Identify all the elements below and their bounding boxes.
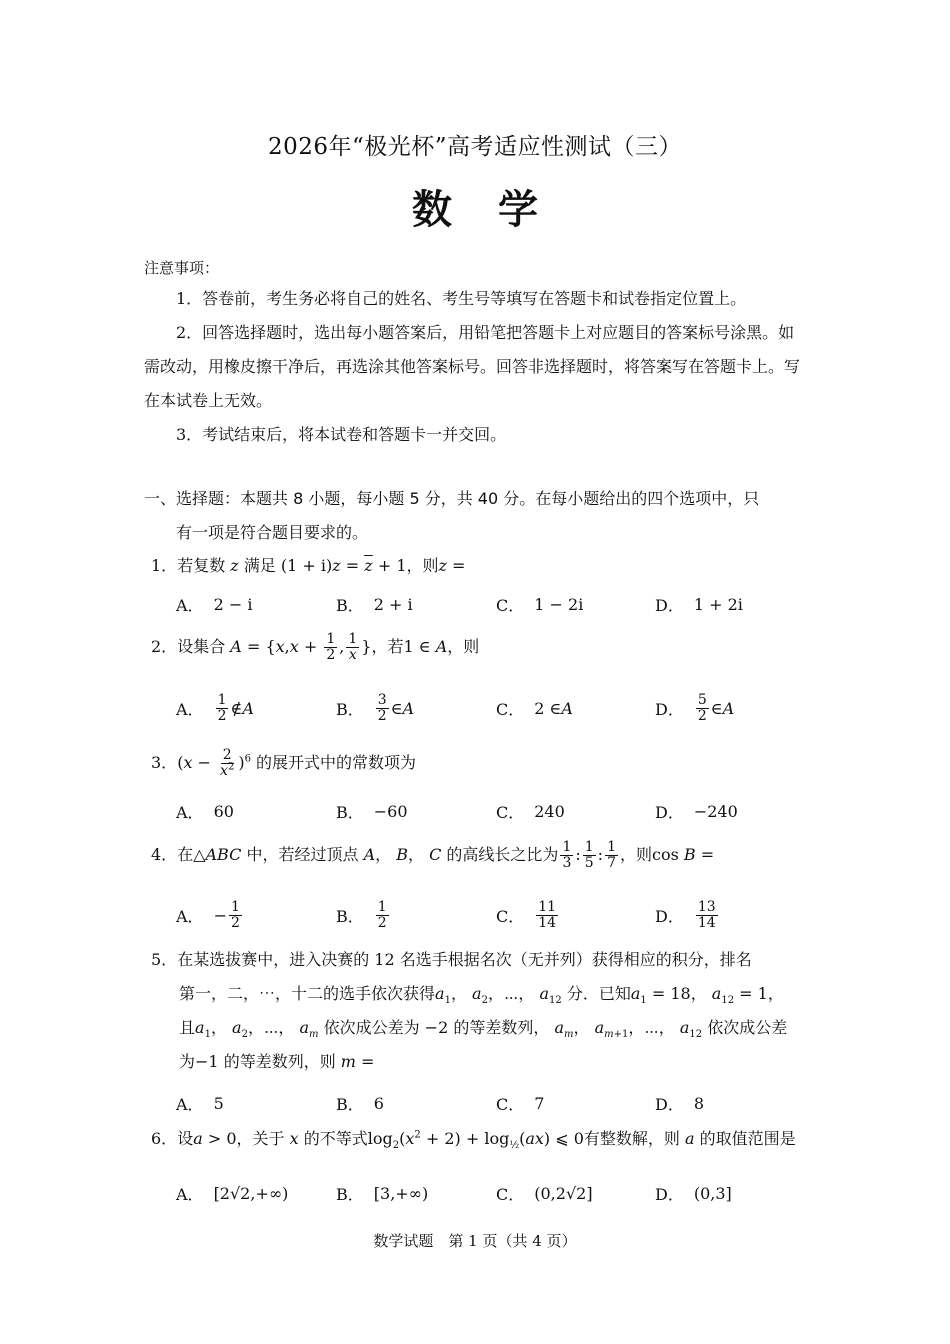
- q2-option-a[interactable]: A． $\frac{1}{2}$ ∉ A: [176, 691, 254, 724]
- notice-item-2: 2．回答选择题时，选出每小题答案后，用铅笔把答题卡上对应题目的答案标号涂黑。如需改动，用橡皮擦干净后，再选涂其他答案标号。回答非选择题时，将答案写在答题卡上。写在本试卷上无效。: [144, 323, 801, 410]
- q6-option-c[interactable]: C． (0,2√2]: [496, 1183, 593, 1204]
- q1-text-b: 满足: [243, 556, 276, 575]
- notice-heading: 注意事项：: [144, 259, 220, 277]
- q5-line-1: 在某选拔赛中，进入决赛的 12 名选手根据名次（无并列）获得相应的积分，排名: [177, 950, 752, 969]
- q2-text-a: 设集合: [177, 637, 226, 656]
- section-line-2: 有一项是符合题目要求的。: [176, 523, 369, 542]
- question-1: 1．若复数 z 满足 $(1 + i)z = \overline{z} + 1$，则z =: [151, 556, 466, 575]
- q6-text-a: 设: [177, 1129, 194, 1148]
- exam-title: 2026年“极光杯”高考适应性测试（三）: [267, 134, 683, 160]
- q5-option-c[interactable]: C． 7: [496, 1093, 545, 1114]
- question-4: 4．在△ABC 中，若经过顶点 A， B， C 的高线长之比为 $\frac{1}{3}$ : $\frac{1}{5}$ : $\frac{1}{7}$ ，则cos B =: [151, 839, 715, 871]
- q6-text-b: ，关于: [236, 1129, 285, 1148]
- page-footer: 数学试题 第 1 页（共 4 页）: [373, 1232, 577, 1250]
- q1-option-a[interactable]: A． 2 − i: [176, 594, 253, 615]
- q2-text-c: ，则: [447, 637, 480, 656]
- q4-options: [176, 895, 816, 935]
- q3-option-a[interactable]: A． 60: [176, 801, 234, 822]
- section-line-1: 一、选择题：本题共 8 小题，每小题 5 分，共 40 分。在每小题给出的四个选项中，只: [144, 489, 760, 508]
- q5-option-d[interactable]: D． 8: [655, 1093, 705, 1114]
- question-6: 6．设a > 0，关于 x 的不等式$\log_2(x^2 + 2) + \log_{\frac{1}{2}}(ax)$ ⩽ 0有整数解，则 a 的取值范围是: [151, 1129, 796, 1152]
- q4-text-d: ，则: [619, 845, 652, 864]
- q5-text-g: 为: [179, 1052, 196, 1071]
- q1-text-a: 若复数: [177, 556, 226, 575]
- section-one-heading: [144, 482, 808, 550]
- q6-text-e: 的取值范围是: [699, 1129, 796, 1148]
- q6-text-c: 的不等式: [303, 1129, 368, 1148]
- q1-options: [176, 584, 816, 624]
- q3-number: 3．: [151, 753, 178, 772]
- q6-option-a[interactable]: A． [2√2,+∞): [176, 1183, 289, 1204]
- q2-option-d[interactable]: D． $\frac{5}{2}$ ∈ A: [655, 691, 735, 724]
- q4-option-a[interactable]: A． − $\frac{1}{2}$: [176, 898, 240, 931]
- q5-text-b: 分．已知: [566, 984, 631, 1003]
- q6-options: [176, 1173, 816, 1213]
- q5-text-a: 第一，二，⋯，十二的选手依次获得: [179, 984, 436, 1003]
- q5-option-a[interactable]: A． 5: [176, 1093, 224, 1114]
- q3-options: [176, 791, 816, 831]
- q1-option-c[interactable]: C． 1 − 2i: [496, 594, 584, 615]
- q5-text-f: 依次成公差: [707, 1018, 788, 1037]
- subject-title: 数学: [412, 187, 584, 233]
- notice-item-1: 1．答卷前，考生务必将自己的姓名、考生号等填写在答题卡和试卷指定位置上。: [176, 289, 747, 308]
- q2-number: 2．: [151, 637, 178, 656]
- q1-option-d[interactable]: D． 1 + 2i: [655, 594, 743, 615]
- question-3: 3．(x − $\frac{2}{x^2}$ )$^6$ 的展开式中的常数项为: [151, 747, 417, 779]
- q2-options: [176, 688, 816, 728]
- q6-option-d[interactable]: D． (0,3]: [655, 1183, 732, 1204]
- question-5: 5．在某选拔赛中，进入决赛的 12 名选手根据名次（无并列）获得相应的积分，排名 第一，二，⋯，十二的选手依次获得$a_1$， $a_2$，⋯， $a_{12}$ 分．已知$a_1 = 18$， $a_{12} = 1$， 且$a_1$， $a_2$，⋯， $a_m$ 依次成公差为 −2 的等差数列， $a_m$， $a_{m+1}$，⋯， $a_{12}$ 依次成公差 为−1 的等差数列，则 m =: [151, 950, 788, 1071]
- q2-option-b[interactable]: B． $\frac{3}{2}$ ∈ A: [336, 691, 415, 724]
- question-2: 2．设集合 A = {x,x + $\frac{1}{2}$ , $\frac{1}{x}$ }，若1 ∈ A，则: [151, 631, 480, 663]
- q3-option-d[interactable]: D． −240: [655, 801, 738, 822]
- q3-text-a: 的展开式中的常数项为: [256, 753, 417, 772]
- q5-text-c: 且: [179, 1018, 196, 1037]
- q2-text-b: ，若: [371, 637, 404, 656]
- q4-number: 4．: [151, 845, 178, 864]
- q4-text-b: 中，若经过顶点: [246, 845, 359, 864]
- q6-option-b[interactable]: B． [3,+∞): [336, 1183, 429, 1204]
- q5-options: [176, 1083, 816, 1123]
- q3-option-b[interactable]: B． −60: [336, 801, 408, 822]
- q5-text-h: 的等差数列，则: [223, 1052, 336, 1071]
- q6-text-d: 有整数解，则: [583, 1129, 680, 1148]
- q4-option-d[interactable]: D． $\frac{13}{14}$: [655, 898, 716, 931]
- notice-item-3: 3．考试结束后，将本试卷和答题卡一并交回。: [176, 425, 507, 444]
- q1-option-b[interactable]: B． 2 + i: [336, 594, 413, 615]
- q3-option-c[interactable]: C． 240: [496, 801, 565, 822]
- q5-number: 5．: [151, 950, 178, 969]
- q5-text-e: 的等差数列，: [453, 1018, 550, 1037]
- q1-number: 1．: [151, 556, 178, 575]
- q6-number: 6．: [151, 1129, 178, 1148]
- q4-option-c[interactable]: C． $\frac{11}{14}$: [496, 898, 557, 931]
- q4-option-b[interactable]: B． $\frac{1}{2}$: [336, 898, 387, 931]
- q5-option-b[interactable]: B． 6: [336, 1093, 384, 1114]
- q4-text-a: 在△: [177, 845, 206, 864]
- q1-text-c: ，则: [406, 556, 439, 575]
- q4-text-c: 的高线长之比为: [446, 845, 559, 864]
- q2-option-c[interactable]: C． 2 ∈ A: [496, 698, 573, 719]
- q5-text-d: 依次成公差为: [323, 1018, 420, 1037]
